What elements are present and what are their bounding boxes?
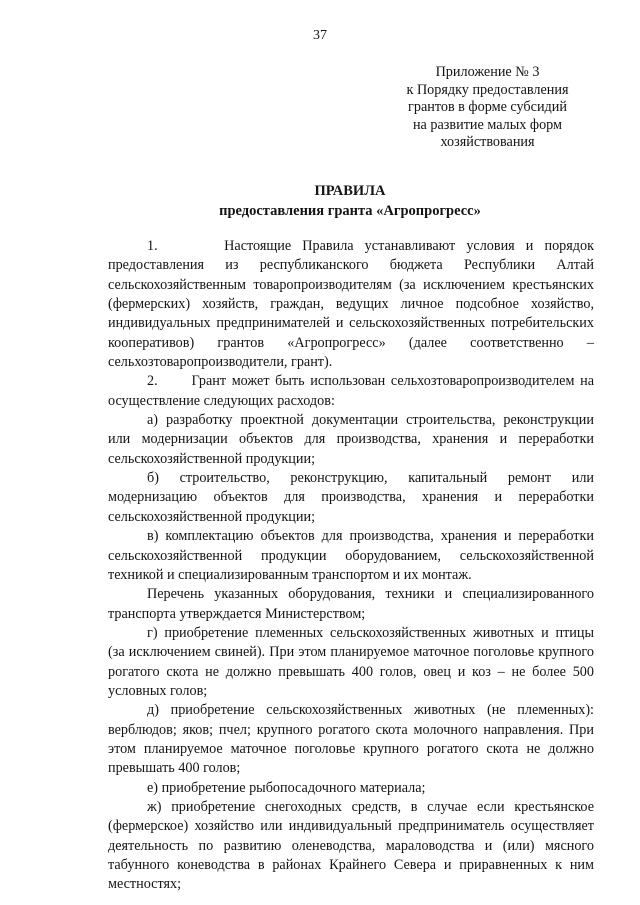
item-b: б) строительство, реконструкцию, капитальный ремонт или модернизацию объектов для производства, хранения и переработки сельскохозяйственной продукции; [108,470,594,525]
appendix-line: к Порядку предоставления [406,81,569,98]
document-title: ПРАВИЛА [314,183,386,199]
appendix-line: грантов в форме субсидий [408,99,567,116]
equipment-list-note: Перечень указанных оборудования, техники и специализированного транспорта утверждается Министерством; [108,586,594,622]
item-a: а) разработку проектной документации строительства, реконструкции или модернизации объектов для производства, хранения и переработки сельскохозяйственной продукции; [108,412,594,467]
item-e: е) приобретение рыбопосадочного материала; [147,779,426,796]
item-v: в) комплектацию объектов для производства, хранения и переработки сельскохозяйственной продукции оборудованием, сельскохозяйственной техникой и специализированным транспортом и их монтаж. [108,528,594,583]
item-g: г) приобретение племенных сельскохозяйственных животных и птицы (за исключением свиней). При этом планируемое маточное поголовье крупного рогатого скота не должно превышать 400 голов, овец и коз – не более 500 условных голов; [108,624,594,699]
item-d: д) приобретение сельскохозяйственных животных (не племенных): верблюдов; яков; пчел; крупного рогатого скота молочного направления. При этом планируемое маточное поголовье крупного рогатого скота не должно превышать 400 голов; [108,702,594,777]
appendix-block [385,64,590,152]
appendix-line: на развитие малых форм [412,116,563,133]
paragraph-2: 2. Грант может быть использован сельхозтоваропроизводителем на осуществление следующих расходов: [108,373,594,409]
paragraph-1: 1. Настоящие Правила устанавливают условия и порядок предоставления из республиканского бюджета Республики Алтай сельскохозяйственным товаропроизводителям (за исключением крестьянских (фермерских) хозяйств, граждан, ведущих личное подсобное хозяйство, индивидуальных предпринимателей и сельскохозяйственных потребительских кооперативов) грантов «Агропрогресс» (далее соответственно – сельхозтоваропроизводители, грант). [108,238,594,371]
document-body [108,237,594,895]
appendix-line: хозяйствования [440,134,535,151]
page-number: 37 [313,28,327,43]
document-subtitle: предоставления гранта «Агропрогресс» [219,203,481,219]
appendix-line: Приложение № 3 [435,64,540,80]
item-zh: ж) приобретение снегоходных средств, в случае если крестьянское (фермерское) хозяйство или индивидуальный предприниматель осуществляет деятельность по развитию оленеводства, мараловодства и (или) мясного табунного коневодства в районах Крайнего Севера и приравненных к ним местностях; [108,798,594,893]
